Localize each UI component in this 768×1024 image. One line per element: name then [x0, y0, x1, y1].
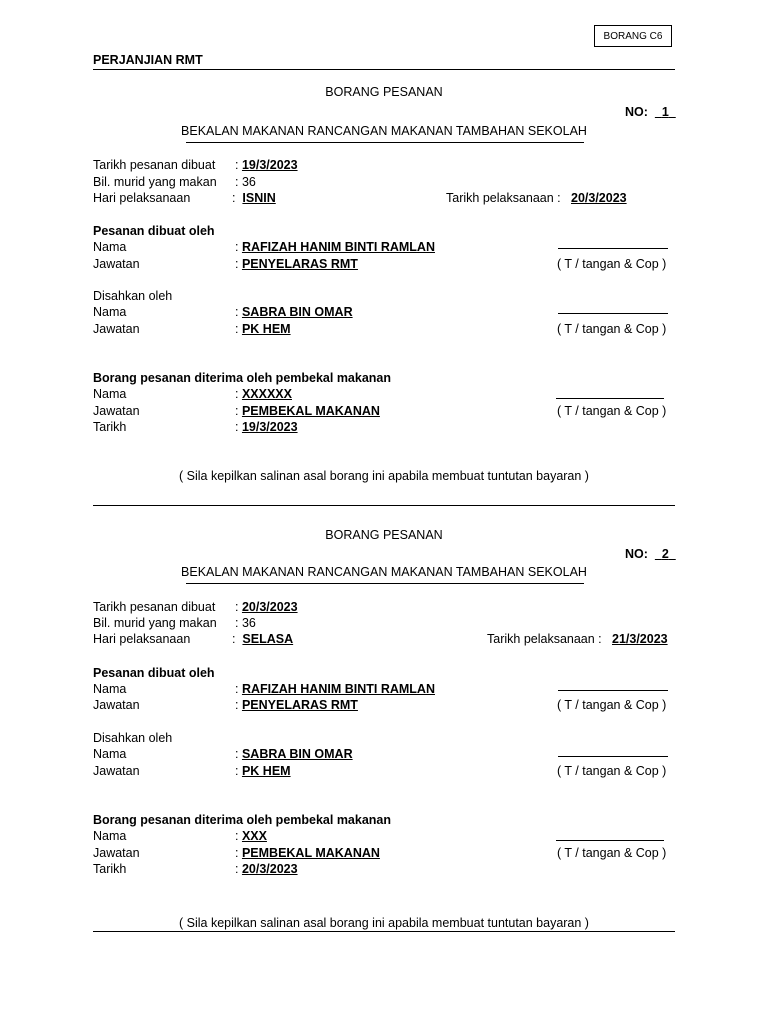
ordered-by-position-label: Jawatan — [93, 698, 140, 712]
ordered-by-name-field: : RAFIZAH HANIM BINTI RAMLAN — [235, 682, 435, 696]
execution-date-label: Tarikh pelaksanaan : — [446, 191, 561, 205]
received-by-name-value: XXX — [241, 829, 267, 843]
approved-by-heading: Disahkan oleh — [93, 289, 173, 303]
form-title: BORANG PESANAN — [325, 528, 443, 542]
received-date-value: 19/3/2023 — [241, 420, 298, 434]
form-subtitle: BEKALAN MAKANAN RANCANGAN MAKANAN TAMBAHAN SEKOLAH — [181, 124, 587, 138]
ordered-by-name-label: Nama — [93, 682, 127, 696]
subtitle-underline — [186, 583, 584, 584]
ordered-by-name-label: Nama — [93, 240, 127, 254]
approved-by-position-field: : PK HEM — [235, 764, 291, 778]
form-number — [625, 547, 676, 561]
student-count-value: 36 — [241, 616, 256, 630]
ordered-by-position-field: : PENYELARAS RMT — [235, 698, 358, 712]
order-date-value: 20/3/2023 — [241, 600, 298, 614]
execution-day-field: : ISNIN — [232, 191, 276, 205]
ordered-by-heading: Pesanan dibuat oleh — [93, 224, 215, 238]
execution-day-label: Hari pelaksanaan — [93, 632, 191, 646]
header-divider — [93, 69, 675, 70]
form-number-label: NO: — [625, 105, 648, 119]
approved-by-position-label: Jawatan — [93, 322, 140, 336]
execution-date-label: Tarikh pelaksanaan : — [487, 632, 602, 646]
subtitle-underline — [186, 142, 584, 143]
received-by-name-field: : XXXXXX — [235, 387, 292, 401]
form-separator — [93, 505, 675, 506]
ordered-by-name-value: RAFIZAH HANIM BINTI RAMLAN — [241, 240, 435, 254]
student-count-field: : 36 — [235, 175, 256, 189]
form-number-label: NO: — [625, 547, 648, 561]
execution-date-value: 20/3/2023 — [571, 191, 627, 205]
form-title: BORANG PESANAN — [325, 85, 443, 99]
approved-by-position-label: Jawatan — [93, 764, 140, 778]
ordered-by-heading: Pesanan dibuat oleh — [93, 666, 215, 680]
received-date-value: 20/3/2023 — [241, 862, 298, 876]
ordered-by-position-value: PENYELARAS RMT — [241, 257, 358, 271]
received-by-position-label: Jawatan — [93, 846, 140, 860]
signature-stamp-caption: ( T / tangan & Cop ) — [557, 698, 667, 712]
ordered-by-position-value: PENYELARAS RMT — [241, 698, 358, 712]
received-by-name-label: Nama — [93, 387, 127, 401]
student-count-label: Bil. murid yang makan — [93, 175, 217, 189]
approved-by-name-label: Nama — [93, 747, 127, 761]
form-number — [625, 105, 676, 119]
signature-stamp-caption: ( T / tangan & Cop ) — [557, 257, 667, 271]
received-date-field: : 20/3/2023 — [235, 862, 298, 876]
order-date-value: 19/3/2023 — [241, 158, 298, 172]
claim-note: ( Sila kepilkan salinan asal borang ini apabila membuat tuntutan bayaran ) — [179, 916, 589, 930]
order-date-field: : 20/3/2023 — [235, 600, 298, 614]
form-code-badge: BORANG C6 — [594, 25, 672, 47]
form-number-digit: 1 — [661, 105, 669, 119]
signature-line — [558, 248, 668, 249]
student-count-field: : 36 — [235, 616, 256, 630]
form-subtitle: BEKALAN MAKANAN RANCANGAN MAKANAN TAMBAHAN SEKOLAH — [181, 565, 587, 579]
form-number-value — [655, 105, 676, 119]
approved-by-heading: Disahkan oleh — [93, 731, 173, 745]
received-by-name-label: Nama — [93, 829, 127, 843]
signature-line — [556, 398, 664, 399]
received-by-position-label: Jawatan — [93, 404, 140, 418]
approved-by-position-value: PK HEM — [241, 322, 291, 336]
execution-date-value: 21/3/2023 — [612, 632, 668, 646]
signature-line — [558, 313, 668, 314]
received-by-name-value: XXXXXX — [241, 387, 292, 401]
order-date-field: : 19/3/2023 — [235, 158, 298, 172]
received-by-position-field: : PEMBEKAL MAKANAN — [235, 846, 380, 860]
approved-by-name-value: SABRA BIN OMAR — [241, 305, 353, 319]
signature-stamp-caption: ( T / tangan & Cop ) — [557, 404, 667, 418]
signature-stamp-caption: ( T / tangan & Cop ) — [557, 322, 667, 336]
approved-by-position-value: PK HEM — [241, 764, 291, 778]
signature-stamp-caption: ( T / tangan & Cop ) — [557, 846, 667, 860]
approved-by-position-field: : PK HEM — [235, 322, 291, 336]
received-by-position-value: PEMBEKAL MAKANAN — [241, 846, 380, 860]
approved-by-name-field: : SABRA BIN OMAR — [235, 305, 353, 319]
ordered-by-position-field: : PENYELARAS RMT — [235, 257, 358, 271]
received-by-position-field: : PEMBEKAL MAKANAN — [235, 404, 380, 418]
received-date-label: Tarikh — [93, 862, 127, 876]
signature-line — [558, 690, 668, 691]
execution-day-value: ISNIN — [242, 191, 276, 205]
approved-by-name-field: : SABRA BIN OMAR — [235, 747, 353, 761]
execution-day-value: SELASA — [242, 632, 294, 646]
approved-by-name-label: Nama — [93, 305, 127, 319]
received-by-name-field: : XXX — [235, 829, 267, 843]
student-count-label: Bil. murid yang makan — [93, 616, 217, 630]
ordered-by-name-value: RAFIZAH HANIM BINTI RAMLAN — [241, 682, 435, 696]
signature-line — [558, 756, 668, 757]
ordered-by-position-label: Jawatan — [93, 257, 140, 271]
order-date-label: Tarikh pesanan dibuat — [93, 600, 216, 614]
received-date-label: Tarikh — [93, 420, 127, 434]
signature-stamp-caption: ( T / tangan & Cop ) — [557, 764, 667, 778]
document-title: PERJANJIAN RMT — [93, 53, 203, 67]
form-number-digit: 2 — [661, 547, 669, 561]
execution-day-field: : SELASA — [232, 632, 294, 646]
ordered-by-name-field: : RAFIZAH HANIM BINTI RAMLAN — [235, 240, 435, 254]
received-by-heading: Borang pesanan diterima oleh pembekal makanan — [93, 813, 392, 827]
received-by-position-value: PEMBEKAL MAKANAN — [241, 404, 380, 418]
approved-by-name-value: SABRA BIN OMAR — [241, 747, 353, 761]
student-count-value: 36 — [241, 175, 256, 189]
bottom-divider — [93, 931, 675, 932]
signature-line — [556, 840, 664, 841]
execution-day-label: Hari pelaksanaan — [93, 191, 191, 205]
claim-note: ( Sila kepilkan salinan asal borang ini apabila membuat tuntutan bayaran ) — [179, 469, 589, 483]
received-date-field: : 19/3/2023 — [235, 420, 298, 434]
order-date-label: Tarikh pesanan dibuat — [93, 158, 216, 172]
form-number-value — [655, 547, 676, 561]
received-by-heading: Borang pesanan diterima oleh pembekal makanan — [93, 371, 392, 385]
